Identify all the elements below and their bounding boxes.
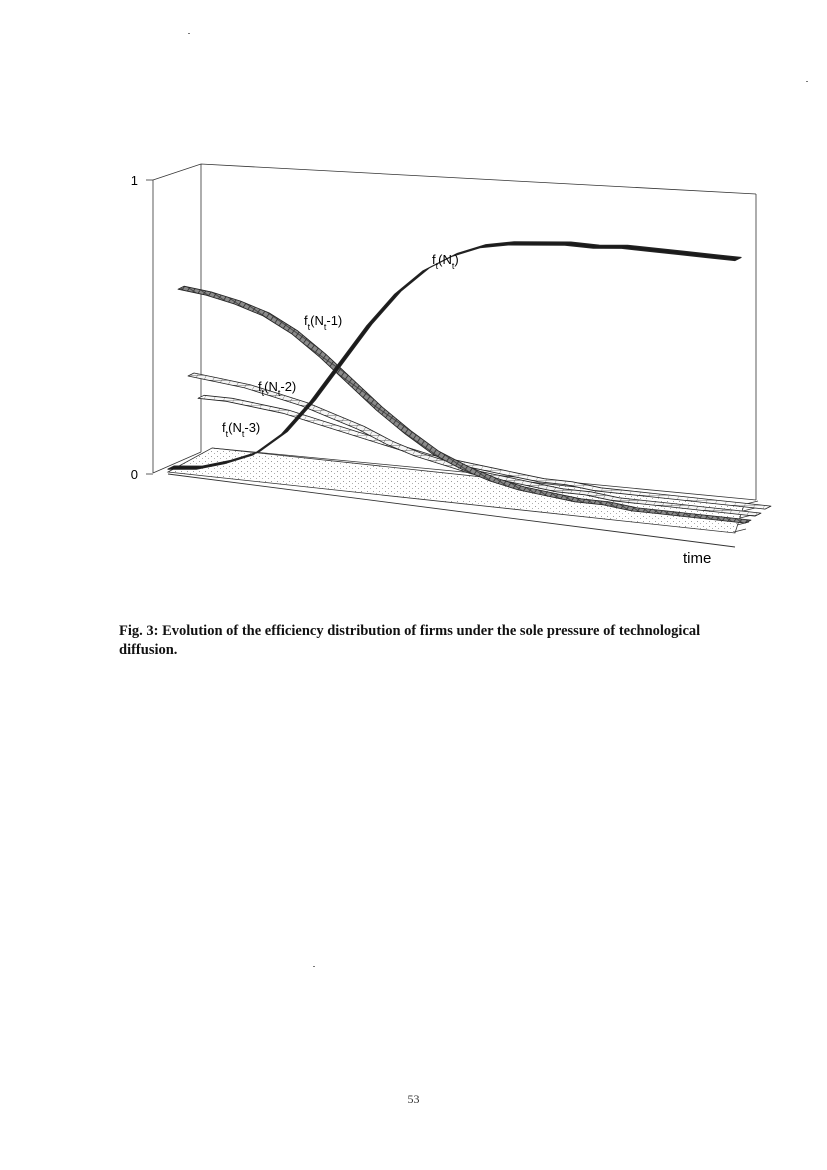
series-labels <box>222 252 459 439</box>
x-axis-title: time <box>683 550 712 567</box>
y-tick-label: 0 <box>130 467 138 482</box>
y-tick-label: 1 <box>130 173 138 188</box>
series-label-1: $f_t(N_t)$ <box>432 252 459 271</box>
scan-speck <box>188 33 190 34</box>
scan-speck <box>313 966 315 967</box>
y-axis <box>131 173 153 482</box>
page-number: 53 <box>407 1092 420 1106</box>
depth-tick <box>743 508 755 511</box>
series-label-3: $f_t(N_t-2)$ <box>258 379 297 398</box>
figure-caption: Fig. 3: Evolution of the efficiency distribution of firms under the sole pressure of technological diffusion. <box>119 623 701 658</box>
back-wall-top-edge <box>153 164 756 194</box>
series-label-2: $f_t(N_t-1)$ <box>304 313 343 332</box>
chart-frame <box>153 164 756 500</box>
scan-speck <box>806 81 808 82</box>
series-label-4: $f_t(N_t-3)$ <box>222 420 261 439</box>
series-ribbon-1 <box>168 242 741 469</box>
